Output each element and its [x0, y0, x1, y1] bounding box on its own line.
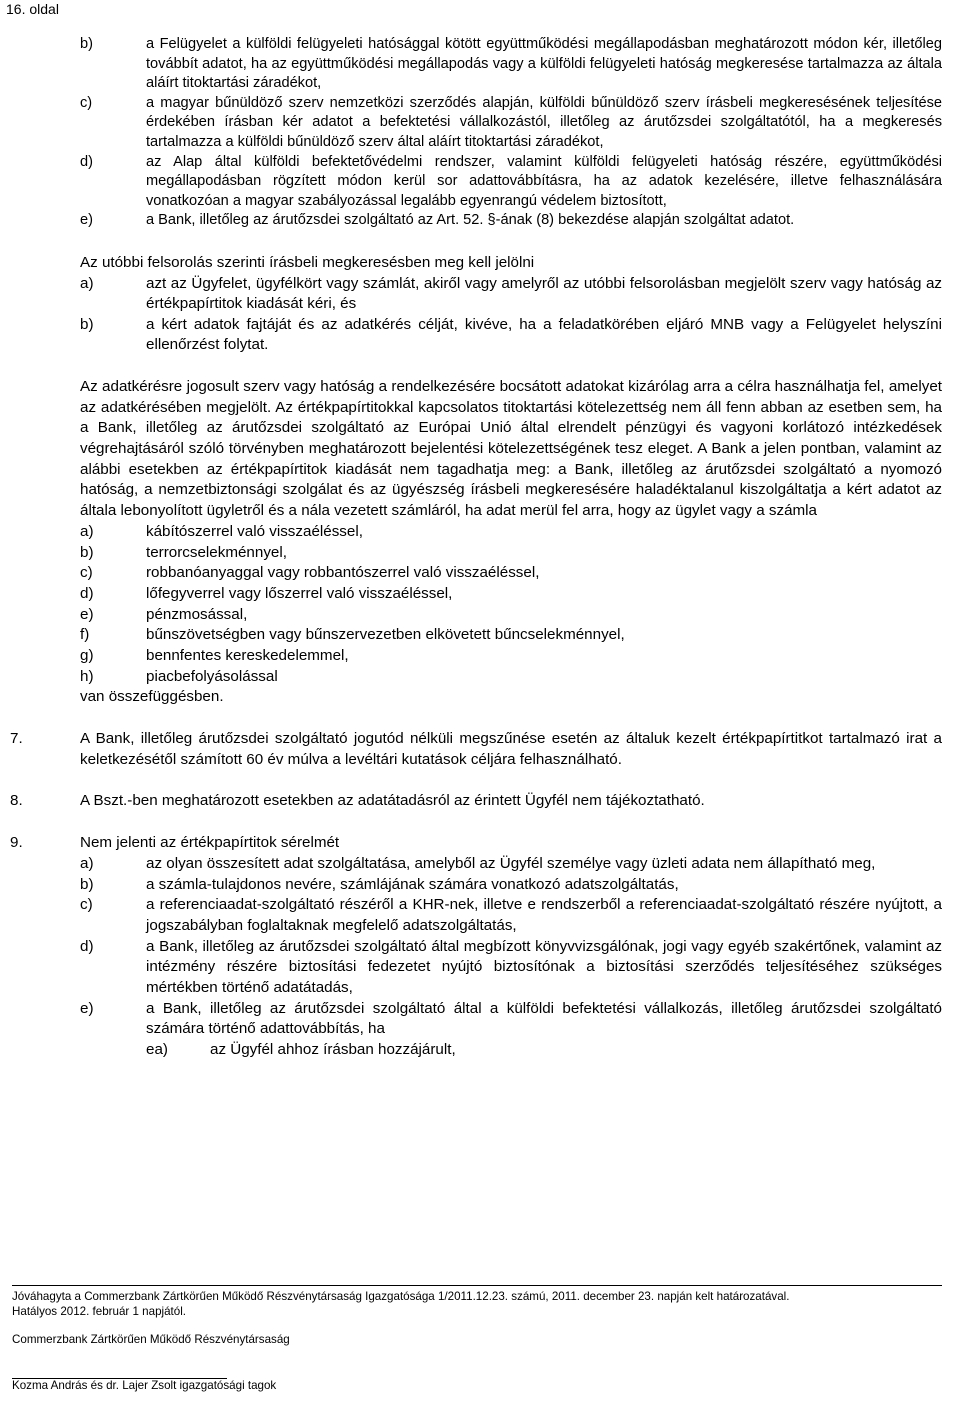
section-3-paragraph: Az adatkérésre jogosult szerv vagy hatóság a rendelkezésére bocsátott adatokat kizárólag arra a célra használhatja fel, amelyet az adatkérésében megjelölt. Az értékpapírtitokkal kapcsolatos titoktartási kötelezettség nem áll fenn abban az esetben sem, ha a Bank, illetőleg az árutőzsdei szolgáltató az Európai Unió által elrendelt pénzügyi és vagyoni korlátozó intézkedések végrehajtásáról szóló törvényben meghatározott bejelentési kötelezettségének tesz eleget. A Bank a jelen pontban, valamint az alábbi esetekben az értékpapírtitok kiadását nem tagadhatja meg: a Bank, illetőleg az árutőzsdei szolgáltató a nyomozó hatóság, a nemzetbiztonsági szolgálat és az ügyészség írásbeli megkeresésére haladéktalanul kiszolgáltatja a kért adatot az általa lebonyolított ügyletről és a nála vezetett számláról, ha adat merül fel arra, hogy az ügylet vagy a számla — [80, 377, 942, 520]
item-text: a Bank, illetőleg az árutőzsdei szolgáltató által megbízott könyvvizsgálónak, jogi vagy egyéb szakértőnek, valamint az intézmény részére biztosítási fedezetet nyújtó biztosítónak a biztosítási szerződés teljesítéséhez szükséges mértékben történő adatátadás, — [146, 937, 942, 997]
item-text: a számla-tulajdonos nevére, számlájának számára vonatkozó adatszolgáltatás, — [146, 875, 679, 893]
item-label: b) — [80, 315, 94, 333]
list-item — [80, 937, 942, 999]
point-text: Nem jelenti az értékpapírtitok sérelmét — [80, 834, 340, 852]
item-label: a) — [80, 854, 94, 872]
item-label: c) — [80, 564, 93, 582]
list-item — [80, 211, 942, 231]
list-item — [80, 94, 942, 153]
item-text: bűnszövetségben vagy bűnszervezetben elkövetett bűncselekménnyel, — [146, 626, 625, 644]
item-label: b) — [80, 36, 93, 52]
point-number: 8. — [10, 792, 23, 810]
point-8 — [10, 791, 942, 812]
item-text: pénzmosással, — [146, 605, 248, 623]
point-number: 9. — [10, 834, 23, 852]
list-item — [80, 35, 942, 94]
list-item — [80, 315, 942, 356]
item-text: piacbefolyásolással — [146, 667, 278, 685]
point-text: A Bank, illetőleg árutőzsdei szolgáltató jogutód nélküli megszűnése esetén az általuk kezelt értékpapírtitkot tartalmazó irat a keletkezésétől számított 60 év múlva a levéltári kutatások céljára felhasználható. — [80, 730, 942, 768]
item-label: g) — [80, 647, 94, 665]
item-label: b) — [80, 875, 94, 893]
item-text: lőfegyverrel vagy lőszerrel való visszaéléssel, — [146, 584, 453, 602]
list-item — [80, 895, 942, 936]
item-label: c) — [80, 94, 93, 111]
document-body — [0, 35, 960, 1061]
signatories: Kozma András és dr. Lajer Zsolt igazgatósági tagok — [12, 1378, 277, 1392]
item-text: az olyan összesített adat szolgáltatása, amelyből az Ügyfél személye vagy üzleti adata nem állapítható meg, — [146, 854, 876, 872]
item-label: c) — [80, 896, 93, 914]
section-1-list — [0, 35, 960, 231]
list-item — [80, 563, 942, 584]
list-item — [80, 522, 942, 543]
item-text: a kért adatok fajtáját és az adatkérés célját, kivéve, ha a feladatkörében eljáró MNB vagy a Felügyelet helyszíni ellenőrzést folytat. — [146, 315, 942, 354]
item-label: f) — [80, 626, 90, 644]
item-text: robbanóanyaggal vagy robbantószerrel való visszaéléssel, — [146, 564, 540, 582]
item-text: bennfentes kereskedelemmel, — [146, 647, 349, 665]
item-text: a Bank, illetőleg az árutőzsdei szolgáltató az Art. 52. §-ának (8) bekezdése alapján szolgáltat adatot. — [146, 212, 795, 229]
item-label: e) — [80, 999, 94, 1017]
item-text: a magyar bűnüldöző szerv nemzetközi szerződés alapján, külföldi bűnüldöző szerv írásbeli megkeresésének teljesítése érdekében írásban kér adatot a befektetési vállalkozástól, illetőleg az árutőzsdei szolgáltatótól, ha a megkeresés tartalmazza a külföldi bűnüldöző szerv által aláírt titoktartási záradékot, — [146, 94, 942, 150]
point-number: 7. — [10, 730, 23, 748]
point-text: A Bszt.-ben meghatározott esetekben az adatátadásról az érintett Ügyfél nem tájékoztatható. — [80, 792, 705, 810]
item-text: az Alap által külföldi befektetővédelmi rendszer, valamint külföldi felügyeleti hatóság részére, együttműködési megállapodásban rögzített módon kerül sor adattovábbításra, ha az adatok kezelésére, illetve felhasználására vonatkozóan a magyar szabályozással legalább egyenrangú védelem biztosított, — [146, 153, 942, 209]
item-text: az Ügyfél ahhoz írásban hozzájárult, — [210, 1041, 456, 1059]
list-item — [80, 646, 942, 667]
item-label: b) — [80, 543, 94, 561]
item-text: a referenciaadat-szolgáltató részéről a KHR-nek, illetve e rendszerből a referenciaadat-szolgáltató részére nyújtott, a jogszabályban foglaltaknak megfelelő adatszolgáltatás, — [146, 896, 942, 934]
company-name: Commerzbank Zártkörűen Működő Részvénytársaság — [12, 1333, 290, 1346]
item-label: e) — [80, 605, 94, 623]
list-item — [80, 625, 942, 646]
item-text: terrorcselekménnyel, — [146, 543, 287, 561]
list-item — [80, 274, 942, 315]
list-item — [80, 584, 942, 605]
item-label: d) — [80, 937, 94, 955]
list-item — [80, 854, 942, 875]
item-text: a Bank, illetőleg az árutőzsdei szolgáltató által a külföldi befektetési vállalkozás, illetőleg árutőzsdei szolgáltató számára történő adattovábbítás, ha — [146, 999, 942, 1038]
item-label: d) — [80, 153, 93, 170]
item-label: a) — [80, 522, 94, 540]
list-item — [80, 605, 942, 626]
sub-list-item — [146, 1040, 942, 1061]
item-label: a) — [80, 274, 94, 292]
point-7 — [10, 729, 942, 770]
section-3-tail: van összefüggésben. — [80, 688, 224, 706]
list-item — [80, 999, 942, 1040]
list-item — [80, 543, 942, 564]
list-item — [80, 153, 942, 212]
point-9 — [10, 833, 942, 854]
item-text: azt az Ügyfelet, ügyfélkört vagy számlát, akiről vagy amelyről az utóbbi felsorolásban megjelölt szerv vagy hatóság az értékpapírtitok kiadását kéri, és — [146, 274, 942, 313]
item-label: d) — [80, 584, 94, 602]
approval-line: Jóváhagyta a Commerzbank Zártkörűen Működő Részvénytársaság Igazgatósága 1/2011.12.23. számú, 2011. december 23. napján kelt határozatával. — [12, 1290, 790, 1303]
page-footer — [12, 1290, 942, 1393]
item-label: h) — [80, 667, 94, 685]
footer-divider — [12, 1285, 942, 1286]
item-label: e) — [80, 212, 93, 229]
page-number: 16. oldal — [6, 1, 59, 17]
list-item — [80, 875, 942, 896]
list-item — [80, 667, 942, 688]
item-label: ea) — [146, 1041, 168, 1059]
effective-date-line: Hatályos 2012. február 1 napjától. — [12, 1304, 187, 1318]
item-text: kábítószerrel való visszaéléssel, — [146, 522, 363, 540]
item-text: a Felügyelet a külföldi felügyeleti hatósággal kötött együttműködési megállapodásban meghatározott módon kér, illetőleg továbbít adatot, ha az együttműködési megállapodás vagy a külföldi felügyeleti hatóság megkeresése tartalmazza az általa aláírt titoktartási záradékot, — [146, 36, 942, 92]
section-2-lead: Az utóbbi felsorolás szerinti írásbeli megkeresésben meg kell jelölni — [80, 253, 535, 271]
